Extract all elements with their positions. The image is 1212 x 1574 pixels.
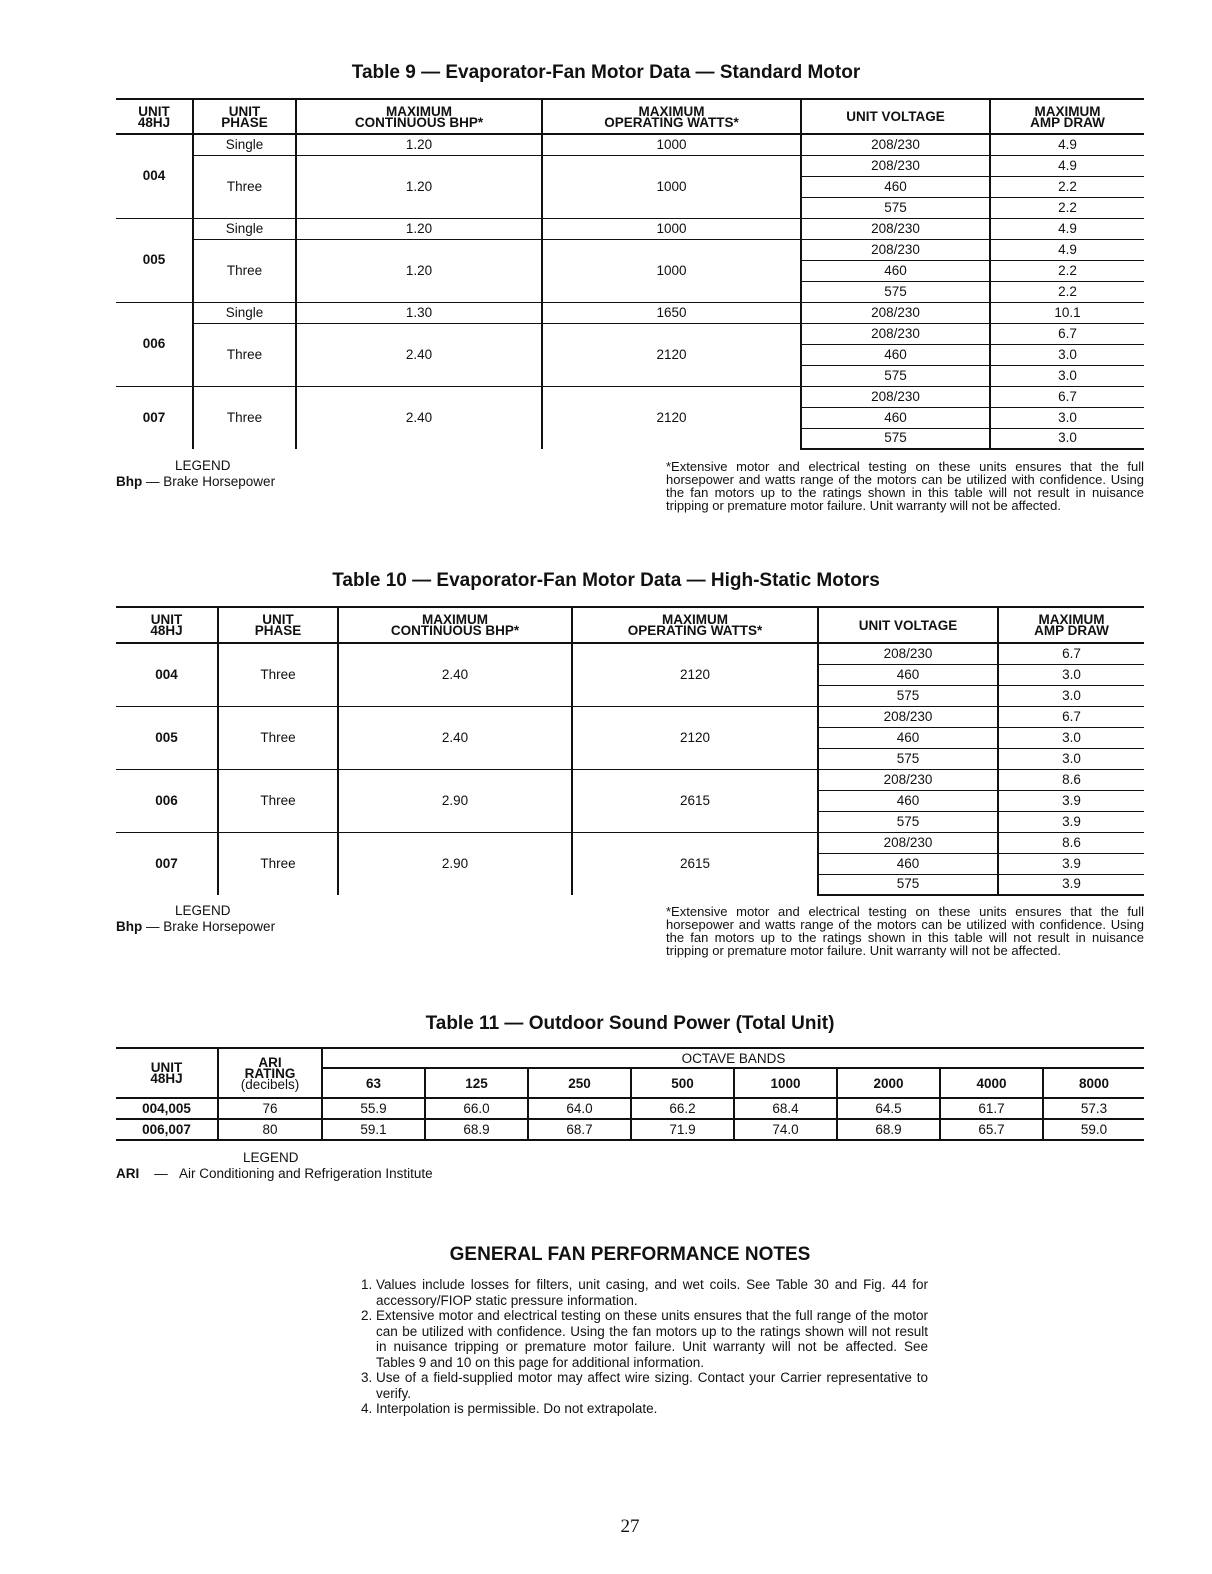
table9-voltage-cell: 575 bbox=[801, 428, 990, 449]
table9-voltage-cell: 460 bbox=[801, 407, 990, 428]
table9-amp-cell: 4.9 bbox=[990, 134, 1144, 155]
table9-amp-cell: 2.2 bbox=[990, 197, 1144, 218]
table9-bhp-cell: 2.40 bbox=[296, 386, 542, 449]
table9-watts-cell: 1000 bbox=[542, 134, 801, 155]
table9-unit-cell: 006 bbox=[116, 302, 193, 386]
table9-header-phase: UNIT PHASE bbox=[193, 99, 296, 134]
table-row bbox=[116, 239, 1144, 260]
table9 bbox=[116, 98, 1144, 450]
table9-voltage-cell: 208/230 bbox=[801, 239, 990, 260]
table9-voltage-cell: 208/230 bbox=[801, 134, 990, 155]
table9-title: Table 9 — Evaporator-Fan Motor Data — Standard Motor bbox=[351, 62, 861, 83]
table11-value-cell: 59.0 bbox=[1043, 1119, 1144, 1140]
table11-legend-entry: ARI — Air Conditioning and Refrigeration Institute bbox=[116, 1166, 433, 1181]
table10-voltage-cell: 575 bbox=[818, 811, 998, 832]
table9-watts-cell: 1000 bbox=[542, 239, 801, 302]
table11-header-ari: ARI RATING (decibels) bbox=[218, 1048, 322, 1098]
table11-header-octave: OCTAVE BANDS bbox=[322, 1048, 1144, 1068]
table10-amp-cell: 3.0 bbox=[998, 664, 1144, 685]
table9-amp-cell: 3.0 bbox=[990, 344, 1144, 365]
table9-voltage-cell: 575 bbox=[801, 365, 990, 386]
table9-legend bbox=[116, 458, 275, 490]
table9-phase-cell: Three bbox=[193, 386, 296, 449]
table11-band-header: 2000 bbox=[837, 1068, 940, 1098]
table10-unit-cell: 004 bbox=[116, 643, 218, 706]
table11-band-header: 125 bbox=[425, 1068, 528, 1098]
table9-unit-cell: 005 bbox=[116, 218, 193, 302]
table10-voltage-cell: 460 bbox=[818, 790, 998, 811]
page-number: 27 bbox=[620, 1516, 640, 1537]
table10-unit-cell: 005 bbox=[116, 706, 218, 769]
table11-header-unit: UNIT 48HJ bbox=[116, 1048, 218, 1098]
table9-bhp-cell: 2.40 bbox=[296, 323, 542, 386]
table11-ari-cell: 80 bbox=[218, 1119, 322, 1140]
table11-value-cell: 68.9 bbox=[837, 1119, 940, 1140]
table11-value-cell: 64.0 bbox=[528, 1098, 631, 1119]
table9-phase-cell: Three bbox=[193, 323, 296, 386]
notes-title: GENERAL FAN PERFORMANCE NOTES bbox=[449, 1244, 811, 1265]
table11-unit-cell: 006,007 bbox=[116, 1119, 218, 1140]
table-row bbox=[116, 155, 1144, 176]
list-item: 1. Values include losses for filters, unit casing, and wet coils. See Table 30 and Fig. 44 for accessory/FIOP static pressure information. bbox=[376, 1277, 928, 1308]
table10-amp-cell: 3.9 bbox=[998, 853, 1144, 874]
table10-footnote: *Extensive motor and electrical testing on these units ensures that the full horsepower and watts range of the motors can be utilized with confidence. Using the fan motors up to the ratings shown in this table will not result in nuisance tripping or premature motor failure. Unit warranty will not be affected. bbox=[666, 904, 1144, 958]
table10-header-voltage: UNIT VOLTAGE bbox=[818, 607, 998, 643]
table9-amp-cell: 3.0 bbox=[990, 407, 1144, 428]
table10-voltage-cell: 460 bbox=[818, 853, 998, 874]
table9-amp-cell: 3.0 bbox=[990, 428, 1144, 449]
table9-bhp-cell: 1.30 bbox=[296, 302, 542, 323]
table9-amp-cell: 10.1 bbox=[990, 302, 1144, 323]
table9-header-voltage: UNIT VOLTAGE bbox=[801, 99, 990, 134]
table-row bbox=[116, 386, 1144, 407]
table9-amp-cell: 3.0 bbox=[990, 365, 1144, 386]
table9-footnote: *Extensive motor and electrical testing on these units ensures that the full horsepower and watts range of the motors can be utilized with confidence. Using the fan motors up to the ratings shown in this table will not result in nuisance tripping or premature motor failure. Unit warranty will not be affected. bbox=[666, 459, 1144, 513]
table9-bhp-cell: 1.20 bbox=[296, 134, 542, 155]
table11-value-cell: 66.2 bbox=[631, 1098, 734, 1119]
table-row bbox=[116, 832, 1144, 853]
table9-voltage-cell: 460 bbox=[801, 260, 990, 281]
table10-voltage-cell: 460 bbox=[818, 727, 998, 748]
table9-header-amp: MAXIMUM AMP DRAW bbox=[990, 99, 1144, 134]
table9-phase-cell: Single bbox=[193, 218, 296, 239]
table10-amp-cell: 8.6 bbox=[998, 832, 1144, 853]
table9-phase-cell: Three bbox=[193, 239, 296, 302]
table10-watts-cell: 2615 bbox=[572, 769, 818, 832]
list-item: 2. Extensive motor and electrical testing on these units ensures that the full range of the motor can be utilized with confidence. Using the fan motors up to the ratings shown will not result in nuisance tripping or premature motor failure. Unit warranty will not be affected. See Tables 9 and 10 on this page for additional information. bbox=[376, 1308, 928, 1370]
table9-header-row bbox=[116, 99, 1144, 134]
table9-amp-cell: 6.7 bbox=[990, 386, 1144, 407]
table-row bbox=[116, 218, 1144, 239]
table10-amp-cell: 6.7 bbox=[998, 706, 1144, 727]
table-row bbox=[116, 1119, 1144, 1140]
table9-legend-title: LEGEND bbox=[175, 458, 231, 473]
table9-watts-cell: 2120 bbox=[542, 323, 801, 386]
table10 bbox=[116, 606, 1144, 896]
table9-legend-entry: Bhp — Brake Horsepower bbox=[116, 474, 276, 489]
table9-bhp-cell: 1.20 bbox=[296, 239, 542, 302]
table9-voltage-cell: 208/230 bbox=[801, 302, 990, 323]
table9-amp-cell: 2.2 bbox=[990, 260, 1144, 281]
table10-amp-cell: 6.7 bbox=[998, 643, 1144, 664]
table-row bbox=[116, 706, 1144, 727]
table9-header-watts: MAXIMUM OPERATING WATTS* bbox=[542, 99, 801, 134]
table11-value-cell: 55.9 bbox=[322, 1098, 425, 1119]
table11-value-cell: 68.9 bbox=[425, 1119, 528, 1140]
table9-amp-cell: 4.9 bbox=[990, 218, 1144, 239]
table10-header-row bbox=[116, 607, 1144, 643]
table9-voltage-cell: 460 bbox=[801, 176, 990, 197]
table11-legend-title: LEGEND bbox=[243, 1150, 299, 1165]
table10-unit-cell: 007 bbox=[155, 855, 178, 871]
table-row bbox=[116, 769, 1144, 790]
table10-voltage-cell: 208/230 bbox=[818, 706, 998, 727]
table9-header-bhp: MAXIMUM CONTINUOUS BHP* bbox=[296, 99, 542, 134]
table10-amp-cell: 3.9 bbox=[998, 874, 1144, 895]
list-item: 4. Interpolation is permissible. Do not extrapolate. bbox=[376, 1401, 928, 1417]
table10-phase-cell: Three bbox=[218, 832, 338, 895]
table11-header-row-1 bbox=[116, 1048, 1144, 1068]
table10-watts-cell: 2615 bbox=[572, 832, 818, 895]
table9-watts-cell: 2120 bbox=[542, 386, 801, 449]
table10-phase-cell: Three bbox=[218, 643, 338, 706]
table10-header-amp: MAXIMUM AMP DRAW bbox=[998, 607, 1144, 643]
table11-value-cell: 68.7 bbox=[528, 1119, 631, 1140]
table11-unit-cell: 004,005 bbox=[116, 1098, 218, 1119]
table10-amp-cell: 8.6 bbox=[998, 769, 1144, 790]
table10-legend-entry: Bhp — Brake Horsepower bbox=[116, 919, 276, 934]
table10-bhp-cell: 2.40 bbox=[338, 643, 572, 706]
table-row bbox=[116, 302, 1144, 323]
table10-voltage-cell: 575 bbox=[818, 685, 998, 706]
table11-value-cell: 66.0 bbox=[425, 1098, 528, 1119]
table9-unit-cell: 004 bbox=[116, 134, 193, 218]
table9-amp-cell: 2.2 bbox=[990, 281, 1144, 302]
table11-title: Table 11 — Outdoor Sound Power (Total Unit) bbox=[425, 1013, 835, 1034]
table10-legend bbox=[116, 903, 275, 935]
table9-bhp-cell: 1.20 bbox=[296, 218, 542, 239]
table10-voltage-cell: 208/230 bbox=[818, 769, 998, 790]
table10-phase-cell: Three bbox=[218, 706, 338, 769]
table9-voltage-cell: 208/230 bbox=[801, 386, 990, 407]
table9-voltage-cell: 460 bbox=[801, 344, 990, 365]
table10-phase-cell: Three bbox=[218, 769, 338, 832]
table10-watts-cell: 2120 bbox=[572, 706, 818, 769]
table11-band-header: 250 bbox=[528, 1068, 631, 1098]
table11-value-cell: 59.1 bbox=[322, 1119, 425, 1140]
table11-band-header: 63 bbox=[322, 1068, 425, 1098]
table11-value-cell: 61.7 bbox=[940, 1098, 1043, 1119]
table9-header-unit: UNIT 48HJ bbox=[116, 99, 193, 134]
table10-amp-cell: 3.9 bbox=[998, 790, 1144, 811]
table9-unit-cell: 007 bbox=[142, 409, 166, 425]
table10-watts-cell: 2120 bbox=[572, 643, 818, 706]
table10-header-unit: UNIT 48HJ bbox=[116, 607, 218, 643]
table9-watts-cell: 1000 bbox=[542, 155, 801, 218]
table11-value-cell: 64.5 bbox=[837, 1098, 940, 1119]
table11-ari-cell: 76 bbox=[218, 1098, 322, 1119]
table9-phase-cell: Single bbox=[193, 302, 296, 323]
table11-band-header: 4000 bbox=[940, 1068, 1043, 1098]
table9-amp-cell: 6.7 bbox=[990, 323, 1144, 344]
table11-band-header: 8000 bbox=[1043, 1068, 1144, 1098]
table10-voltage-cell: 460 bbox=[818, 664, 998, 685]
table9-watts-cell: 1000 bbox=[542, 218, 801, 239]
table10-voltage-cell: 208/230 bbox=[818, 643, 998, 664]
table9-amp-cell: 4.9 bbox=[990, 239, 1144, 260]
table10-voltage-cell: 575 bbox=[818, 874, 998, 895]
table9-phase-cell: Single bbox=[193, 134, 296, 155]
list-item: 3. Use of a field-supplied motor may affect wire sizing. Contact your Carrier representative to verify. bbox=[376, 1370, 928, 1401]
table11 bbox=[116, 1047, 1144, 1141]
table11-value-cell: 65.7 bbox=[940, 1119, 1043, 1140]
table11-value-cell: 74.0 bbox=[734, 1119, 837, 1140]
table11-value-cell: 71.9 bbox=[631, 1119, 734, 1140]
table10-voltage-cell: 575 bbox=[818, 748, 998, 769]
table11-band-header: 500 bbox=[631, 1068, 734, 1098]
table9-bhp-cell: 1.20 bbox=[296, 155, 542, 218]
table10-bhp-cell: 2.90 bbox=[338, 769, 572, 832]
table10-bhp-cell: 2.90 bbox=[338, 832, 572, 895]
table10-unit-cell: 006 bbox=[116, 769, 218, 832]
notes-list bbox=[352, 1277, 928, 1417]
table10-amp-cell: 3.0 bbox=[998, 685, 1144, 706]
table10-amp-cell: 3.0 bbox=[998, 748, 1144, 769]
table-row bbox=[116, 643, 1144, 664]
table9-voltage-cell: 575 bbox=[801, 281, 990, 302]
table10-amp-cell: 3.9 bbox=[998, 811, 1144, 832]
table11-band-header: 1000 bbox=[734, 1068, 837, 1098]
table10-bhp-cell: 2.40 bbox=[338, 706, 572, 769]
table10-voltage-cell: 208/230 bbox=[818, 832, 998, 853]
table9-voltage-cell: 575 bbox=[801, 197, 990, 218]
table-row bbox=[116, 134, 1144, 155]
table11-legend bbox=[116, 1150, 433, 1182]
table9-voltage-cell: 208/230 bbox=[801, 155, 990, 176]
table10-header-bhp: MAXIMUM CONTINUOUS BHP* bbox=[338, 607, 572, 643]
table10-header-phase: UNIT PHASE bbox=[218, 607, 338, 643]
table9-watts-cell: 1650 bbox=[542, 302, 801, 323]
table10-title: Table 10 — Evaporator-Fan Motor Data — High-Static Motors bbox=[332, 570, 880, 591]
table9-voltage-cell: 208/230 bbox=[801, 323, 990, 344]
table9-amp-cell: 4.9 bbox=[990, 155, 1144, 176]
table11-value-cell: 57.3 bbox=[1043, 1098, 1144, 1119]
table9-phase-cell: Three bbox=[193, 155, 296, 218]
table11-value-cell: 68.4 bbox=[734, 1098, 837, 1119]
table10-header-watts: MAXIMUM OPERATING WATTS* bbox=[572, 607, 818, 643]
table-row bbox=[116, 1098, 1144, 1119]
table10-legend-title: LEGEND bbox=[175, 903, 231, 918]
table-row bbox=[116, 323, 1144, 344]
table9-voltage-cell: 208/230 bbox=[801, 218, 990, 239]
table10-amp-cell: 3.0 bbox=[998, 727, 1144, 748]
table9-amp-cell: 2.2 bbox=[990, 176, 1144, 197]
